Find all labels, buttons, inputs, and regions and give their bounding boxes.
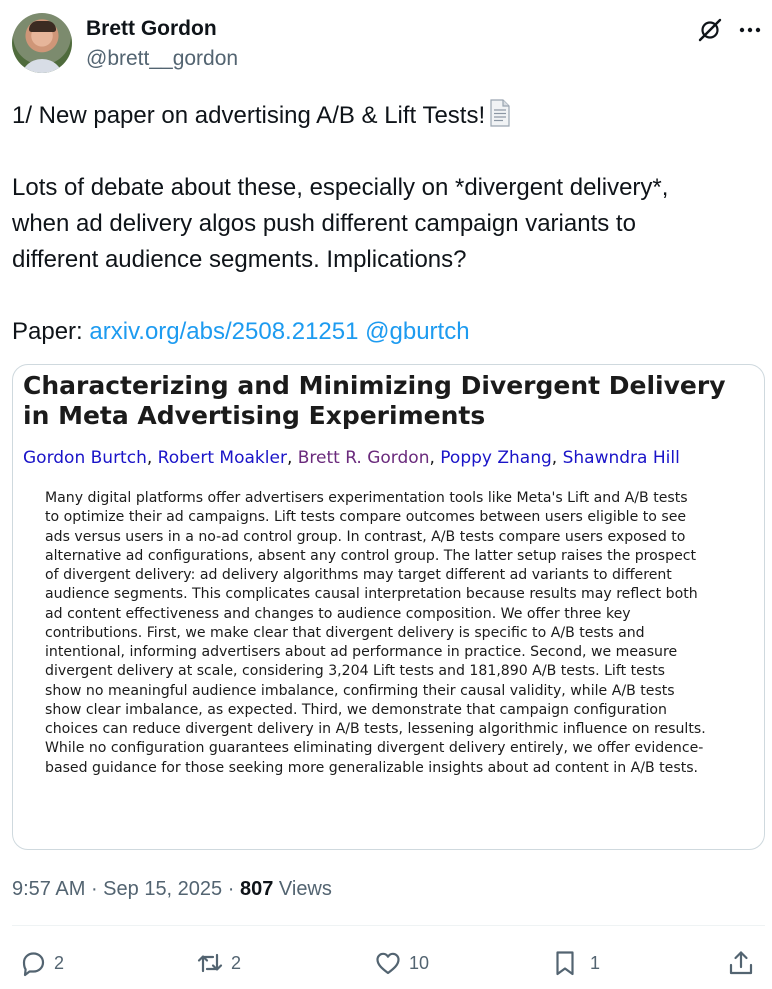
- post-para-line: different audience segments. Implications?: [12, 246, 467, 273]
- reply-icon: [18, 948, 48, 978]
- abstract-line: of divergent delivery: ad delivery algorithms may target different ad variants to different: [45, 567, 672, 583]
- like-button[interactable]: [373, 948, 429, 978]
- author-name: Shawndra Hill: [562, 448, 680, 468]
- paper-abstract: [45, 489, 760, 778]
- repost-icon: [195, 948, 225, 978]
- post-para-line: Lots of debate about these, especially on *divergent delivery*,: [12, 174, 669, 201]
- heart-icon: [373, 948, 403, 978]
- author-name: Gordon Burtch: [23, 448, 147, 468]
- grok-icon[interactable]: [697, 17, 723, 43]
- post-para-line: when ad delivery algos push different campaign variants to: [12, 210, 636, 237]
- abstract-line: show clear imbalance, as expected. Third, we demonstrate that campaign configuration: [45, 701, 667, 718]
- page-facing-up-icon: [489, 99, 511, 127]
- abstract-line: audience segments. This complicates causal interpretation because results may reflect both: [45, 586, 698, 603]
- avatar[interactable]: [12, 13, 72, 73]
- abstract-line: ad content effectiveness and changes to audience composition. We offer three key: [45, 605, 631, 622]
- abstract-line: ads versus users in a no-ad control group. In contrast, A/B tests compare users exposed to: [45, 528, 686, 545]
- repost-button[interactable]: [195, 948, 241, 978]
- author-sep: ,: [429, 448, 441, 468]
- author-name: Poppy Zhang: [440, 448, 552, 468]
- abstract-line: to optimize their ad campaigns. Lift tests compare outcomes between users eligible to see: [45, 509, 687, 526]
- author-name: Brett R. Gordon: [297, 448, 430, 468]
- abstract-line: divergent delivery at scale, considering 3,204 Lift tests and 181,890 A/B tests. Lift tests: [45, 663, 665, 680]
- abstract-line: contributions. First, we make clear that divergent delivery is specific to A/B tests and: [45, 624, 645, 641]
- author-sep: ,: [286, 448, 298, 468]
- avatar-hair: [29, 21, 56, 32]
- abstract-line: show no meaningful audience imbalance, confirming their causal validity, while A/B tests: [45, 682, 675, 699]
- abstract-line: choices can reduce divergent delivery in A/B tests, lessening algorithmic influence on results.: [45, 721, 706, 737]
- author-name: Robert Moakler: [157, 448, 287, 468]
- bookmark-button[interactable]: [550, 948, 600, 978]
- post-date[interactable]: Sep 15, 2025: [103, 878, 223, 900]
- paper-title: Characterizing and Minimizing Divergent Delivery in Meta Advertising Experiments: [23, 371, 726, 430]
- user-handle[interactable]: @brett__gordon: [86, 47, 239, 70]
- reply-button[interactable]: [18, 948, 64, 978]
- views-label: Views: [278, 878, 332, 900]
- meta-sep: ·: [85, 878, 104, 900]
- post-timestamp: [12, 876, 332, 902]
- bookmark-icon: [550, 948, 580, 978]
- paper-authors: [23, 447, 680, 469]
- post-line-1: [12, 98, 762, 134]
- paper-line: [12, 314, 762, 350]
- abstract-line: Many digital platforms offer advertisers experimentation tools like Meta's Lift and A/B tests: [45, 490, 688, 506]
- meta-sep: ·: [222, 878, 240, 900]
- more-options-icon[interactable]: [737, 17, 763, 43]
- post-line-1-text: 1/ New paper on advertising A/B & Lift Tests!: [12, 102, 486, 129]
- share-icon: [726, 948, 756, 978]
- divider: [12, 925, 765, 926]
- author-sep: ,: [146, 448, 158, 468]
- share-button[interactable]: [726, 948, 756, 978]
- views-count: 807: [239, 878, 274, 900]
- paper-label: Paper:: [12, 318, 83, 345]
- abstract-line: intentional, informing advertisers about ad performance in practice. Second, we measure: [45, 644, 678, 660]
- author-sep: ,: [551, 448, 563, 468]
- post-time[interactable]: 9:57 AM: [12, 878, 86, 900]
- like-count: 10: [409, 952, 430, 973]
- paper-link[interactable]: arxiv.org/abs/2508.21251: [89, 318, 359, 345]
- avatar-shirt: [20, 59, 64, 73]
- abstract-line: While no configuration guarantees eliminating divergent delivery entirely, we offer evidence-: [45, 740, 704, 757]
- bookmark-count: 1: [590, 952, 601, 973]
- abstract-line: alternative ad configurations, absent any control group. The latter setup raises the prospect: [45, 547, 697, 564]
- post-text: [12, 98, 762, 350]
- mention-link[interactable]: @gburtch: [365, 318, 470, 345]
- display-name[interactable]: Brett Gordon: [86, 17, 217, 40]
- repost-count: 2: [231, 952, 242, 973]
- paper-image-card[interactable]: [12, 364, 765, 850]
- reply-count: 2: [54, 952, 65, 973]
- abstract-line: based guidance for those seeking more generalizable insights about ad content in A/B tests.: [45, 759, 699, 776]
